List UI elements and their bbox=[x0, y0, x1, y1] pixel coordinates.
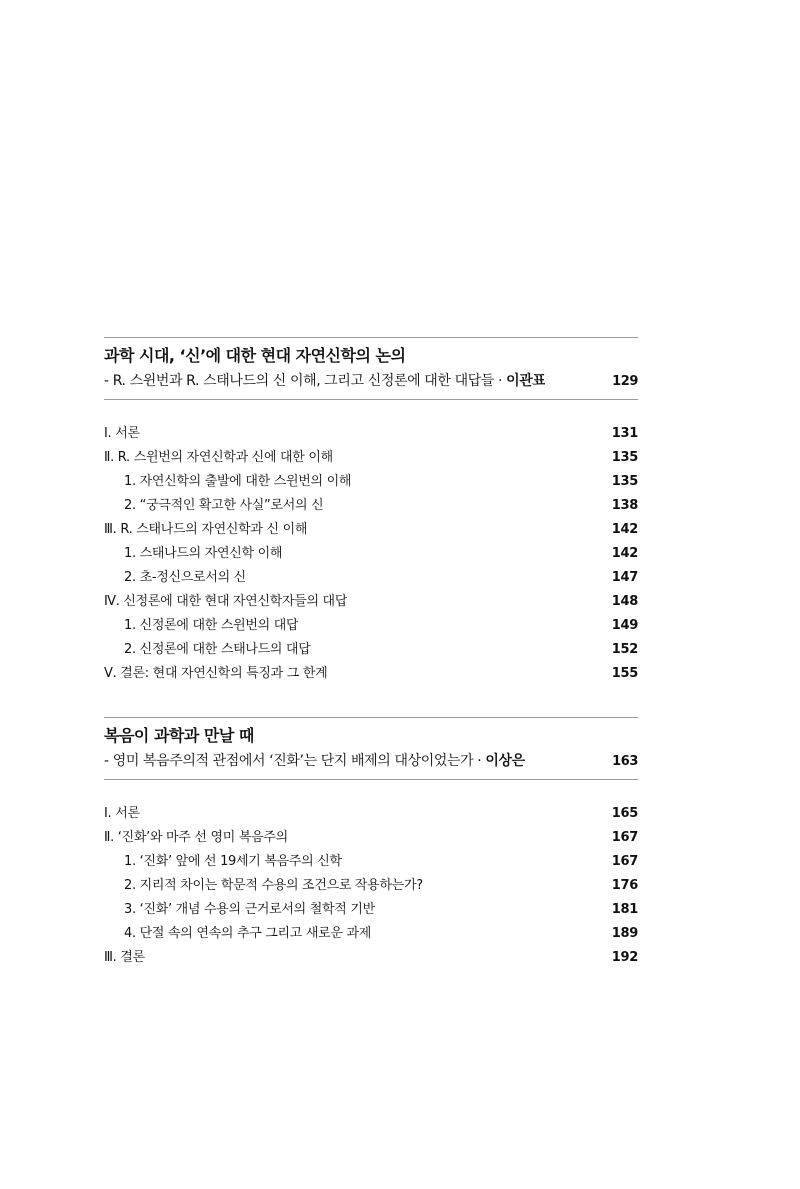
toc-entry-label: 1. 스태나드의 자연신학 이해 bbox=[124, 546, 283, 561]
author-separator: · bbox=[473, 753, 486, 769]
toc-entry[interactable] bbox=[104, 590, 638, 614]
toc-entry-list bbox=[104, 802, 638, 970]
toc-entry[interactable] bbox=[104, 850, 638, 874]
chapter-author: 이상은 bbox=[485, 753, 525, 769]
chapter-title: 복음이 과학과 만날 때 bbox=[104, 726, 254, 745]
toc-entry-page: 155 bbox=[611, 666, 638, 681]
toc-entry[interactable] bbox=[104, 494, 638, 518]
toc-entry[interactable] bbox=[104, 422, 638, 446]
toc-entry-label: 2. 신정론에 대한 스태나드의 대답 bbox=[124, 642, 311, 657]
toc-entry-label: Ⅱ. ‘진화’와 마주 선 영미 복음주의 bbox=[104, 830, 288, 845]
toc-entry-page: 181 bbox=[611, 902, 638, 917]
toc-entry-page: 135 bbox=[611, 450, 638, 465]
toc-entry-label: Ⅲ. 결론 bbox=[104, 950, 145, 965]
toc-entry-page: 192 bbox=[611, 950, 638, 965]
toc-entry-page: 176 bbox=[611, 878, 638, 893]
toc-entry-label: Ⅱ. R. 스윈번의 자연신학과 신에 대한 이해 bbox=[104, 450, 333, 465]
toc-entry-label: 1. 자연신학의 출발에 대한 스윈번의 이해 bbox=[124, 474, 352, 489]
chapter-page-number: 129 bbox=[612, 374, 638, 389]
chapter-page-number: 163 bbox=[612, 754, 638, 769]
toc-entry-label: 2. 초-정신으로서의 신 bbox=[124, 570, 246, 585]
toc-entry-label: Ⅴ. 결론: 현대 자연신학의 특징과 그 한계 bbox=[104, 666, 328, 681]
toc-chapter-2 bbox=[104, 717, 638, 970]
toc-entry[interactable] bbox=[104, 922, 638, 946]
toc-entry[interactable] bbox=[104, 542, 638, 566]
chapter-subtitle: - R. 스윈번과 R. 스태나드의 신 이해, 그리고 신정론에 대한 대답들 bbox=[104, 373, 494, 389]
toc-entry-label: 3. ‘진화’ 개념 수용의 근거로서의 철학적 기반 bbox=[124, 902, 375, 917]
toc-entry-page: 165 bbox=[611, 806, 638, 821]
toc-entry[interactable] bbox=[104, 874, 638, 898]
toc-entry-page: 167 bbox=[611, 830, 638, 845]
toc-entry[interactable] bbox=[104, 470, 638, 494]
toc-entry-label: 4. 단절 속의 연속의 추구 그리고 새로운 과제 bbox=[124, 926, 372, 941]
chapter-subtitle: - 영미 복음주의적 관점에서 ‘진화’는 단지 배제의 대상이었는가 bbox=[104, 753, 474, 769]
toc-entry[interactable] bbox=[104, 662, 638, 686]
toc-entry-page: 138 bbox=[611, 498, 638, 513]
toc-entry-page: 147 bbox=[611, 570, 638, 585]
toc-entry[interactable] bbox=[104, 826, 638, 850]
chapter-title: 과학 시대, ‘신’에 대한 현대 자연신학의 논의 bbox=[104, 346, 406, 365]
toc-entry-label: 2. 지리적 차이는 학문적 수용의 조건으로 작용하는가? bbox=[124, 878, 423, 893]
toc-entry-page: 131 bbox=[611, 426, 638, 441]
toc-entry-label: Ⅲ. R. 스태나드의 자연신학과 신 이해 bbox=[104, 522, 308, 537]
toc-entry[interactable] bbox=[104, 946, 638, 970]
toc-entry-label: 2. “궁극적인 확고한 사실”로서의 신 bbox=[124, 498, 324, 513]
chapter-subtitle-line bbox=[104, 751, 638, 772]
toc-entry-label: Ⅰ. 서론 bbox=[104, 426, 140, 441]
toc-entry-page: 167 bbox=[611, 854, 638, 869]
toc-entry[interactable] bbox=[104, 614, 638, 638]
toc-entry-page: 148 bbox=[611, 594, 638, 609]
toc-entry-page: 149 bbox=[611, 618, 638, 633]
toc-entry[interactable] bbox=[104, 446, 638, 470]
toc-entry[interactable] bbox=[104, 518, 638, 542]
toc-entry-label: 1. ‘진화’ 앞에 선 19세기 복음주의 신학 bbox=[124, 854, 342, 869]
toc-entry-page: 135 bbox=[611, 474, 638, 489]
toc-entry-label: Ⅳ. 신정론에 대한 현대 자연신학자들의 대답 bbox=[104, 594, 348, 609]
chapter-author: 이관표 bbox=[506, 373, 546, 389]
toc-entry-page: 189 bbox=[611, 926, 638, 941]
author-separator: · bbox=[493, 373, 507, 389]
toc-entry-label: 1. 신정론에 대한 스윈번의 대답 bbox=[124, 618, 299, 633]
toc-chapter-1 bbox=[104, 337, 638, 686]
divider bbox=[104, 717, 638, 718]
divider bbox=[104, 337, 638, 338]
toc-entry[interactable] bbox=[104, 898, 638, 922]
chapter-subtitle-line bbox=[104, 371, 638, 392]
toc-entry-page: 142 bbox=[611, 522, 638, 537]
toc-entry[interactable] bbox=[104, 638, 638, 662]
divider bbox=[104, 779, 638, 780]
toc-entry[interactable] bbox=[104, 802, 638, 826]
toc-entry-page: 152 bbox=[611, 642, 638, 657]
toc-entry[interactable] bbox=[104, 566, 638, 590]
toc-entry-label: Ⅰ. 서론 bbox=[104, 806, 140, 821]
divider bbox=[104, 399, 638, 400]
toc-entry-list bbox=[104, 422, 638, 686]
toc-entry-page: 142 bbox=[611, 546, 638, 561]
